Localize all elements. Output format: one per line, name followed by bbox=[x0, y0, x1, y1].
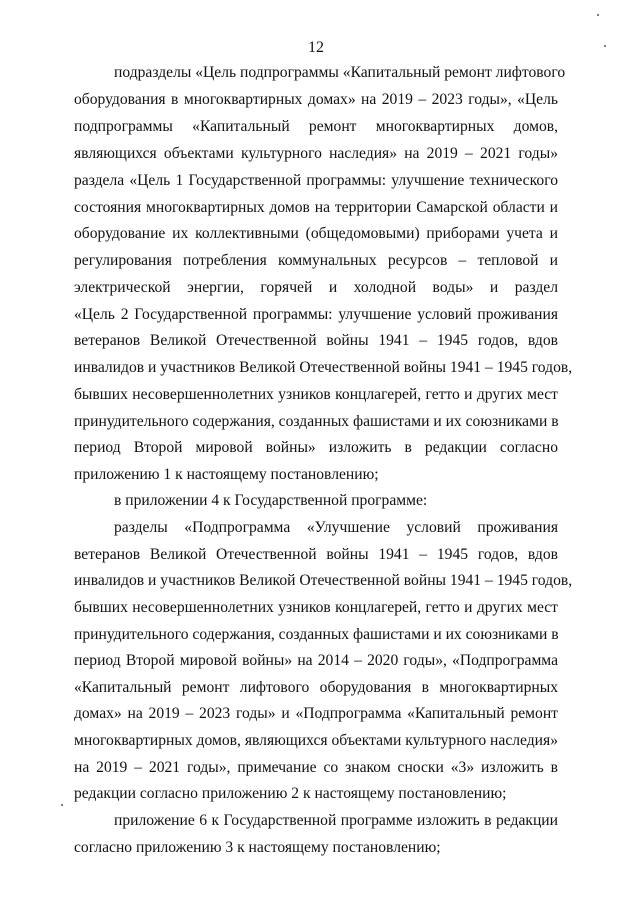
text-line: многоквартирных домов, являющихся объектами культурного наследия» bbox=[74, 732, 558, 749]
text-line: домах» на 2019 – 2023 годы» и «Подпрограмма «Капитальный ремонт bbox=[74, 705, 558, 722]
text-line: раздела «Цель 1 Государственной программы: улучшение технического bbox=[74, 172, 558, 189]
text-line: согласно приложению 3 к настоящему постановлению; bbox=[74, 839, 441, 856]
text-line: в приложении 4 к Государственной программе: bbox=[114, 492, 428, 509]
text-line: «Капитальный ремонт лифтового оборудования в многоквартирных bbox=[74, 679, 558, 696]
text-line: на 2019 – 2021 годы», примечание со знаком сноски «3» изложить в bbox=[74, 759, 558, 776]
text-line: разделы «Подпрограмма «Улучшение условий проживания bbox=[114, 519, 558, 536]
text-line: подразделы «Цель подпрограммы «Капитальный ремонт лифтового bbox=[114, 64, 566, 81]
text-line: ветеранов Великой Отечественной войны 1941 – 1945 годов, вдов bbox=[74, 332, 558, 349]
text-line: бывших несовершеннолетних узников концлагерей, гетто и других мест bbox=[74, 599, 558, 616]
text-line: бывших несовершеннолетних узников концлагерей, гетто и других мест bbox=[74, 386, 558, 403]
text-line: приложению 1 к настоящему постановлению; bbox=[74, 466, 379, 483]
text-line: состояния многоквартирных домов на территории Самарской области и bbox=[74, 199, 558, 216]
text-line: «Цель 2 Государственной программы: улучшение условий проживания bbox=[74, 306, 558, 323]
scan-speck bbox=[597, 14, 599, 16]
text-line: ветеранов Великой Отечественной войны 1941 – 1945 годов, вдов bbox=[74, 546, 558, 563]
text-line: оборудование их коллективными (общедомовыми) приборами учета и bbox=[74, 225, 558, 242]
text-line: период Второй мировой войны» на 2014 – 2020 годы», «Подпрограмма bbox=[74, 652, 558, 669]
page-number: 12 bbox=[308, 39, 324, 56]
text-line: инвалидов и участников Великой Отечественной войны 1941 – 1945 годов, bbox=[74, 359, 573, 376]
text-line: приложение 6 к Государственной программе изложить в редакции bbox=[114, 812, 558, 829]
text-line: редакции согласно приложению 2 к настоящему постановлению; bbox=[74, 785, 507, 802]
text-line: принудительного содержания, созданных фашистами и их союзниками в bbox=[74, 626, 559, 643]
text-line: регулирования потребления коммунальных ресурсов – тепловой и bbox=[74, 252, 558, 269]
scan-speck bbox=[604, 45, 606, 47]
text-line: период Второй мировой войны» изложить в редакции согласно bbox=[74, 439, 558, 456]
text-line: электрической энергии, горячей и холодной воды» и раздел bbox=[74, 279, 558, 296]
text-line: оборудования в многоквартирных домах» на 2019 – 2023 годы», «Цель bbox=[74, 91, 558, 108]
scan-speck bbox=[61, 804, 63, 806]
text-line: подпрограммы «Капитальный ремонт многоквартирных домов, bbox=[74, 118, 558, 135]
text-line: принудительного содержания, созданных фашистами и их союзниками в bbox=[74, 413, 559, 430]
text-line: инвалидов и участников Великой Отечественной войны 1941 – 1945 годов, bbox=[74, 572, 573, 589]
text-line: являющихся объектами культурного наследия» на 2019 – 2021 годы» bbox=[74, 145, 558, 162]
